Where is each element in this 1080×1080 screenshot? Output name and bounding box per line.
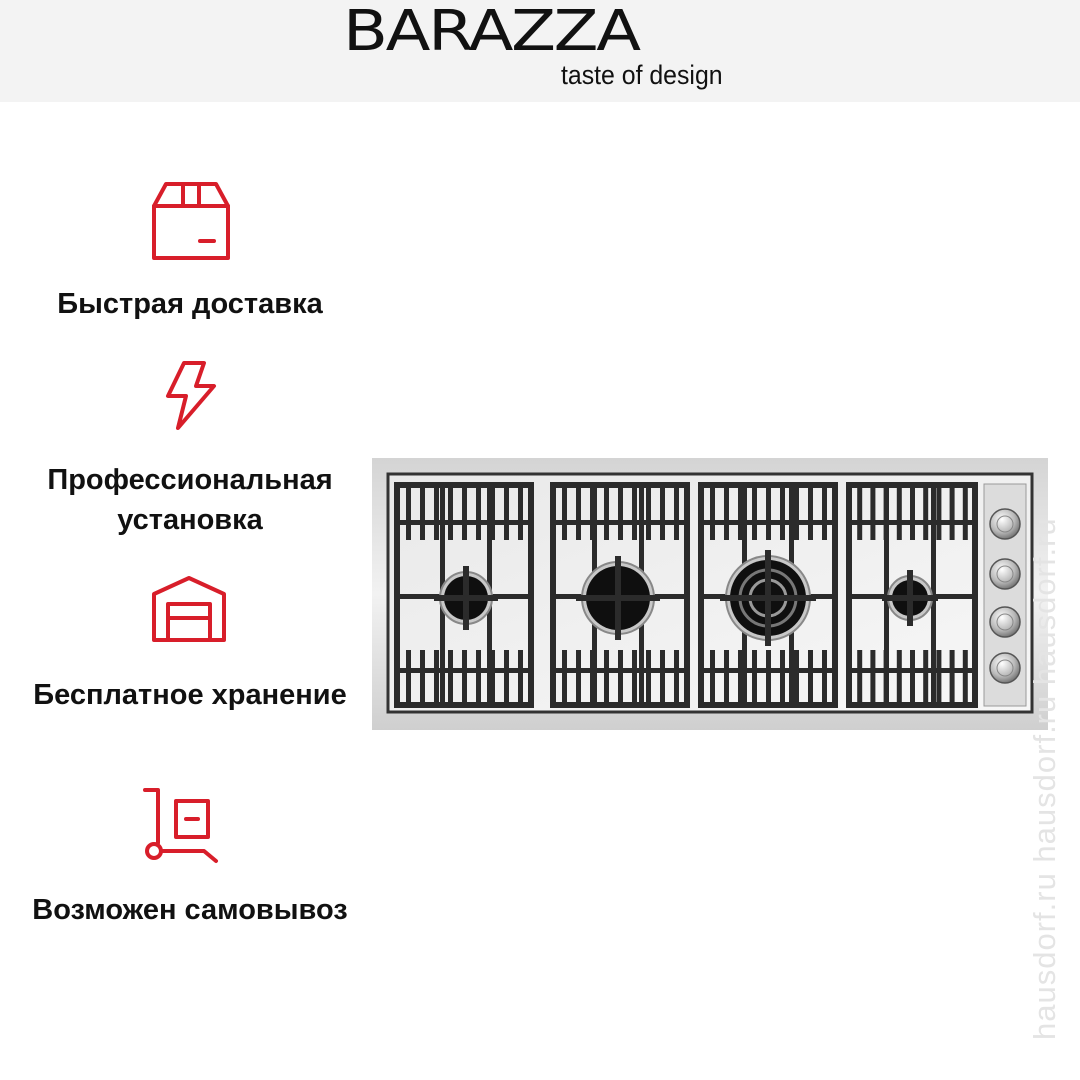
warehouse-icon xyxy=(150,574,228,644)
feature-installation-label: Профессиональная установка xyxy=(47,464,333,536)
lightning-icon xyxy=(164,360,218,432)
brand-logo[interactable]: BARAZZA xyxy=(343,0,639,64)
hand-truck-icon xyxy=(140,785,222,865)
header xyxy=(0,0,1080,102)
feature-delivery-label: Быстрая доставка xyxy=(57,288,323,320)
brand-tagline: taste of design xyxy=(561,60,723,90)
gas-hob-image[interactable] xyxy=(372,458,1048,730)
watermark: hausdorf.ru hausdorf.ru hausdorf.ru xyxy=(1027,517,1062,1040)
box-icon xyxy=(150,180,232,262)
feature-storage-label: Бесплатное хранение xyxy=(33,679,347,711)
feature-pickup-label: Возможен самовывоз xyxy=(32,894,348,926)
